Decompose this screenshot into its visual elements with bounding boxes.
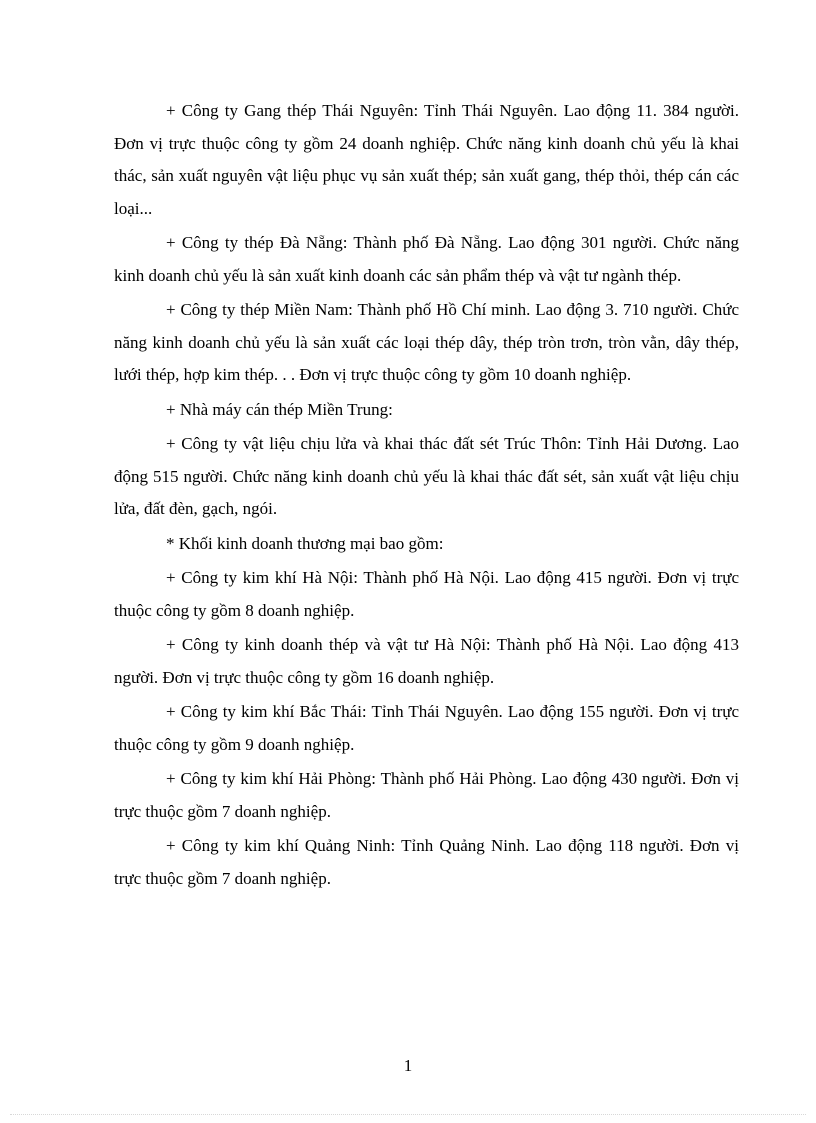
page-bottom-divider [10, 1114, 806, 1115]
paragraph-truc-thon-refractory: + Công ty vật liệu chịu lửa và khai thác đất sét Trúc Thôn: Tỉnh Hải Dương. Lao động 515 người. Chức năng kinh doanh chủ yếu là khai thác đất sét, sản xuất vật liệu chịu lửa, đất đèn, gạch, ngói. [114, 434, 739, 518]
paragraph-hanoi-metal: + Công ty kim khí Hà Nội: Thành phố Hà Nội. Lao động 415 người. Đơn vị trực thuộc công ty gồm 8 doanh nghiệp. [114, 568, 739, 620]
page-number: 1 [403, 1056, 413, 1075]
paragraph-hanoi-steel-trading: + Công ty kinh doanh thép và vật tư Hà Nội: Thành phố Hà Nội. Lao động 413 người. Đơn vị trực thuộc công ty gồm 16 doanh nghiệp. [114, 635, 739, 687]
paragraph-bac-thai-metal: + Công ty kim khí Bắc Thái: Tỉnh Thái Nguyên. Lao động 155 người. Đơn vị trực thuộc công ty gồm 9 doanh nghiệp. [114, 702, 739, 754]
paragraph-quang-ninh-metal: + Công ty kim khí Quảng Ninh: Tỉnh Quảng Ninh. Lao động 118 người. Đơn vị trực thuộc gồm 7 doanh nghiệp. [114, 836, 739, 888]
paragraph-thai-nguyen-steel: + Công ty Gang thép Thái Nguyên: Tỉnh Thái Nguyên. Lao động 11. 384 người. Đơn vị trực thuộc công ty gồm 24 doanh nghiệp. Chức năng kinh doanh chủ yếu là khai thác, sản xuất nguyên vật liệu phục vụ sản xuất thép; sản xuất gang, thép thỏi, thép cán các loại... [114, 101, 739, 218]
body-text [114, 95, 739, 897]
paragraph-hai-phong-metal: + Công ty kim khí Hải Phòng: Thành phố Hải Phòng. Lao động 430 người. Đơn vị trực thuộc gồm 7 doanh nghiệp. [114, 769, 739, 821]
paragraph-central-rolling-mill: + Nhà máy cán thép Miền Trung: [166, 399, 393, 419]
paragraph-da-nang-steel: + Công ty thép Đà Nẵng: Thành phố Đà Nẵng. Lao động 301 người. Chức năng kinh doanh chủ yếu là sản xuất kinh doanh các sản phẩm thép và vật tư ngành thép. [114, 233, 739, 285]
paragraph-southern-steel: + Công ty thép Miền Nam: Thành phố Hồ Chí minh. Lao động 3. 710 người. Chức năng kinh doanh chủ yếu là sản xuất các loại thép dây, thép tròn trơn, tròn vằn, dây thép, lưới thép, hợp kim thép. . . Đơn vị trực thuộc công ty gồm 10 doanh nghiệp. [114, 300, 739, 384]
paragraph-trading-block-heading: * Khối kinh doanh thương mại bao gồm: [166, 533, 444, 553]
